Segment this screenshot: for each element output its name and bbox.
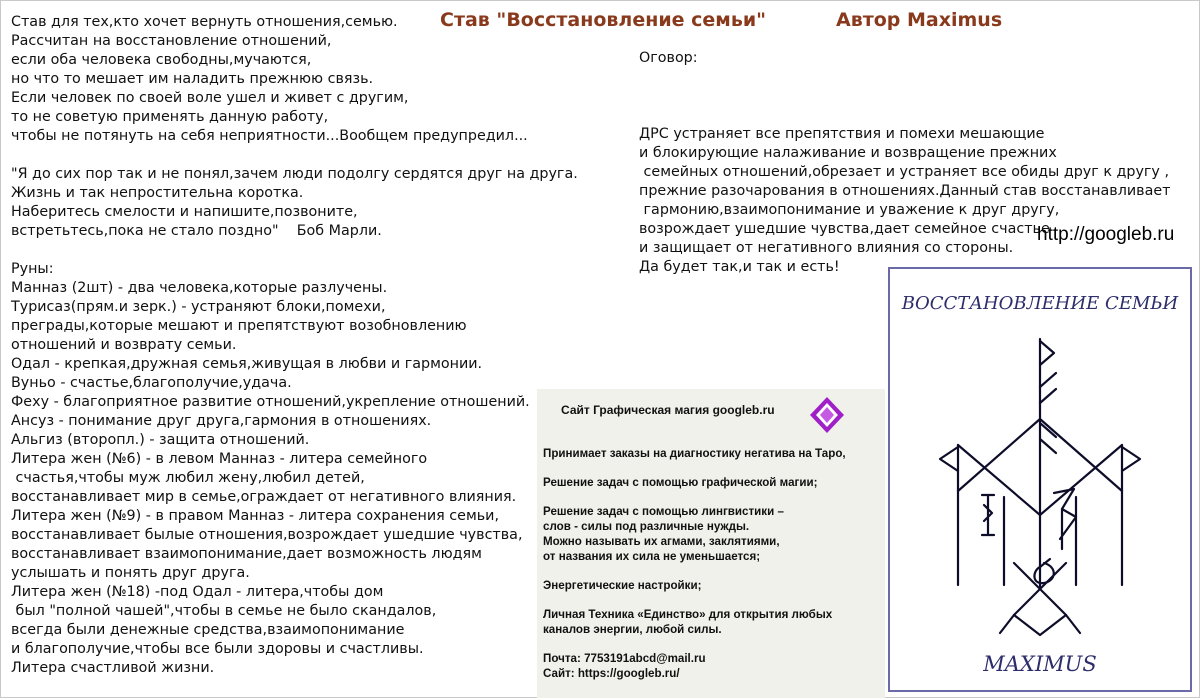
litera-bottom (1034, 559, 1053, 583)
litera-left (982, 495, 994, 535)
ad-line: Принимает заказы на диагностику негатива на Таро, (543, 447, 846, 460)
site-url-watermark: http://googleb.ru (1037, 224, 1175, 245)
quote-line: встретьтесь,пока не стало поздно" Боб Марли. (11, 223, 382, 239)
rune-line: преграды,которые мешают и препятствуют возобновлению (11, 318, 467, 334)
rune-line: всегда были денежные средства,взаимопонимание (11, 622, 405, 638)
ad-line: Можно называть их агмами, заклятиями, (543, 535, 780, 548)
rune-line: восстанавливает взаимопонимание,дает возможность людям (11, 546, 482, 562)
ad-line: слов - силы под различные нужды. (543, 520, 750, 533)
diamond-icon (807, 395, 847, 435)
quote-line: "Я до сих пор так и не понял,зачем люди подолгу сердятся друг на друга. (11, 166, 578, 182)
ad-line: каналов энергии, любой силы. (543, 623, 722, 636)
intro-line: чтобы не потянуть на себя неприятности...Вообщем предупредил... (11, 128, 528, 144)
spacer (11, 146, 571, 165)
rune-line: Литера счастливой жизни. (11, 660, 215, 676)
ad-line: Решение задач с помощью графической магии; (543, 476, 818, 489)
incantation-line: возрождает ушедшие чувства,дает семейное счастье (639, 221, 1050, 237)
left-column (11, 13, 578, 678)
runes-heading: Руны: (11, 261, 54, 277)
ad-panel (537, 389, 885, 698)
quote-line: Наберитесь смелости и напишите,позвоните, (11, 204, 358, 220)
rune-line: Альгиз (втoропл.) - защита отношений. (11, 432, 310, 448)
ad-line: Решение задач с помощью лингвистики – (543, 505, 784, 518)
rune-line: восстанавливает былые отношения,возрождает ушедшие чувства, (11, 527, 523, 543)
card-signature: MAXIMUS (983, 652, 1097, 676)
intro-line: если оба человека свободны,мучаются, (11, 52, 312, 68)
card-title: ВОССТАНОВЛЕНИЕ СЕМЬИ (901, 293, 1179, 314)
ad-line: Энергетические настройки; (543, 579, 702, 592)
rune-line: Литера жен (№18) -под Одал - литера,чтобы дом (11, 584, 384, 600)
quote-line: Жизнь и так непростительна коротка. (11, 185, 304, 201)
ad-site: Сайт: https://googleb.ru/ (543, 667, 680, 680)
fehu-rune (1040, 373, 1056, 403)
page-title: Став "Восстановление семьи" (440, 9, 767, 31)
incantation-line: семейных отношений,обрезает и устраняет все обиды друг к другу , (639, 164, 1169, 180)
ad-title: Сайт Графическая магия googleb.ru (561, 403, 775, 417)
rune-line: услышать и понять друг друга. (11, 565, 250, 581)
thurisaz-left (940, 447, 958, 471)
othala-rune (1014, 589, 1066, 635)
incantation-line: гармонию,взаимопонимание и уважение к друг другу, (639, 202, 1060, 218)
rune-stav-drawing (890, 327, 1190, 637)
othala-legs (1000, 615, 1080, 633)
incantation-line: ДРС устраняет все препятствия и помехи мешающие (639, 126, 1045, 142)
rune-line: Манназ (2шт) - два человека,которые разлучены. (11, 280, 388, 296)
wunjo-rune (1040, 341, 1054, 365)
rune-line: Литера жен (№9) - в правом Манназ - литера сохранения семьи, (11, 508, 500, 524)
spacer (11, 241, 571, 260)
ad-email: Почта: 7753191abcd@mail.ru (543, 652, 706, 665)
author-label: Автор Maximus (836, 9, 1003, 31)
rune-line: Литера жен (№6) - в левом Манназ - литера семейного (11, 451, 428, 467)
incantation-line: прежние разочарования в отношениях.Данный став восстанавливает (639, 183, 1171, 199)
intro-line: Рассчитан на восстановление отношений, (11, 33, 332, 49)
intro-line: Став для тех,кто хочет вернуть отношения,семью. (11, 14, 398, 30)
rune-line: Вуньо - счастье,благополучие,удача. (11, 375, 292, 391)
stav-card (888, 267, 1192, 692)
rune-line: Ансуз - понимание друг друга,гармония в отношениях. (11, 413, 432, 429)
rune-line: счастья,чтобы муж любил жену,любил детей, (11, 470, 365, 486)
spacer (639, 68, 1199, 87)
rune-line: восстанавливает мир в семье,ограждает от негативного влияния. (11, 489, 517, 505)
incantation-line: и блокирующие налаживание и возвращение прежних (639, 145, 1057, 161)
spacer (639, 87, 1199, 106)
ad-line: Личная Техника «Единство» для открытия любых (543, 608, 833, 621)
ad-line: от названия их сила не уменьшается; (543, 550, 761, 563)
intro-line: то не советую применять данную работу, (11, 109, 329, 125)
incantation-line: и защищает от негативного влияния со стороны. (639, 240, 1014, 256)
rune-line: был "полной чашей",чтобы в семье не было скандалов, (11, 603, 437, 619)
spacer (639, 106, 1199, 125)
litera-right (1054, 489, 1076, 549)
incantation-line: Да будет так,и так и есть! (639, 259, 840, 275)
rune-line: Одал - крепкая,дружная семья,живущая в любви и гармонии. (11, 356, 483, 372)
rune-line: отношений и возврату семьи. (11, 337, 237, 353)
incantation-heading: Оговор: (639, 50, 698, 66)
rune-line: Турисаз(прям.и зерк.) - устраняют блоки,помехи, (11, 299, 386, 315)
ansuz-rune (1040, 423, 1056, 453)
thurisaz-right (1122, 447, 1140, 471)
rune-line: и благополучие,чтобы все были здоровы и счастливы. (11, 641, 424, 657)
intro-line: но что то мешает им наладить прежнюю связь. (11, 71, 374, 87)
rune-line: Феху - благоприятное развитие отношений,укрепление отношений. (11, 394, 530, 410)
intro-line: Если человек по своей воле ушел и живет с другим, (11, 90, 409, 106)
